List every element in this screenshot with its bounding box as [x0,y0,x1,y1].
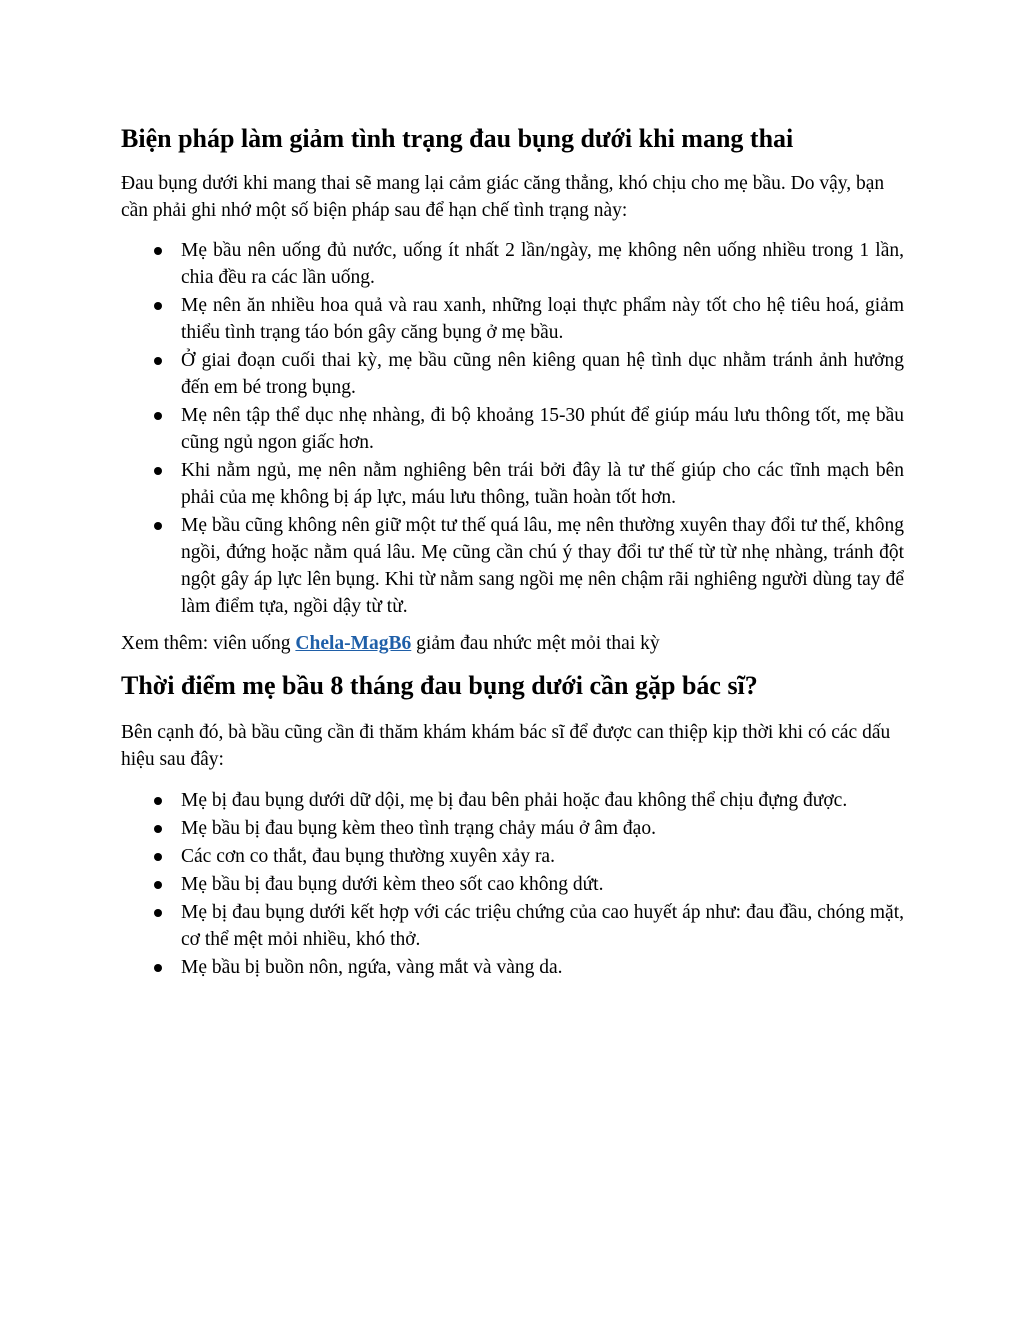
bullet-icon [154,247,162,255]
see-also-suffix: giảm đau nhức mệt mỏi thai kỳ [411,633,660,654]
warning-signs-list [121,787,904,981]
bullet-icon [154,825,162,833]
list-item [121,899,904,953]
bullet-icon [154,909,162,917]
chela-magb6-link[interactable]: Chela-MagB6 [295,633,412,654]
list-item [121,402,904,456]
section-heading-remedies: Biện pháp làm giảm tình trạng đau bụng dưới khi mang thai [121,124,794,153]
list-item-text: Mẹ nên tập thể dục nhẹ nhàng, đi bộ khoảng 15-30 phút để giúp máu lưu thông tốt, mẹ bầu cũng ngủ ngon giấc hơn. [181,405,904,453]
list-item-text: Các cơn co thắt, đau bụng thường xuyên xảy ra. [181,846,555,867]
list-item-text: Mẹ bầu nên uống đủ nước, uống ít nhất 2 lần/ngày, mẹ không nên uống nhiều trong 1 lần, chia đều ra các lần uống. [181,240,904,288]
list-item [121,512,904,620]
list-item [121,347,904,401]
section-intro-see-doctor: Bên cạnh đó, bà bầu cũng cần đi thăm khám khám bác sĩ để được can thiệp kịp thời khi có các dấu hiệu sau đây: [121,722,891,770]
bullet-icon [154,467,162,475]
bullet-icon [154,964,162,972]
see-also-line [121,630,904,657]
list-item-text: Mẹ bầu bị đau bụng dưới kèm theo sốt cao không dứt. [181,874,604,895]
bullet-icon [154,853,162,861]
section-heading-see-doctor: Thời điểm mẹ bầu 8 tháng đau bụng dưới cần gặp bác sĩ? [121,671,758,700]
list-item [121,954,904,981]
bullet-icon [154,357,162,365]
bullet-icon [154,797,162,805]
bullet-icon [154,522,162,530]
list-item-text: Mẹ nên ăn nhiều hoa quả và rau xanh, những loại thực phẩm này tốt cho hệ tiêu hoá, giảm thiểu tình trạng táo bón gây căng bụng ở mẹ bầu. [181,295,904,343]
list-item [121,237,904,291]
list-item-text: Khi nằm ngủ, mẹ nên nằm nghiêng bên trái bởi đây là tư thế giúp cho các tĩnh mạch bên phải của mẹ không bị áp lực, máu lưu thông, tuần hoàn tốt hơn. [181,460,904,508]
list-item-text: Mẹ bị đau bụng dưới kết hợp với các triệu chứng của cao huyết áp như: đau đầu, chóng mặt, cơ thể mệt mỏi nhiều, khó thở. [181,902,904,950]
list-item-text: Mẹ bầu bị buồn nôn, ngứa, vàng mắt và vàng da. [181,957,563,978]
list-item [121,787,904,814]
bullet-icon [154,412,162,420]
list-item-text: Ở giai đoạn cuối thai kỳ, mẹ bầu cũng nên kiêng quan hệ tình dục nhằm tránh ảnh hưởng đến em bé trong bụng. [181,350,904,398]
list-item [121,871,904,898]
bullet-icon [154,881,162,889]
list-item [121,292,904,346]
section-intro-remedies: Đau bụng dưới khi mang thai sẽ mang lại cảm giác căng thẳng, khó chịu cho mẹ bầu. Do vậy, bạn cần phải ghi nhớ một số biện pháp sau để hạn chế tình trạng này: [121,173,885,221]
remedies-list [121,237,904,620]
bullet-icon [154,302,162,310]
list-item [121,843,904,870]
list-item-text: Mẹ bầu cũng không nên giữ một tư thế quá lâu, mẹ nên thường xuyên thay đổi tư thế, không ngồi, đứng hoặc nằm quá lâu. Mẹ cũng cần chú ý thay đổi tư thế từ từ nhẹ nhàng, tránh đột ngột gây áp lực lên bụng. Khi từ nằm sang ngồi mẹ nên chậm rãi nghiêng người dùng tay để làm điểm tựa, ngồi dậy từ từ. [181,515,904,617]
see-also-prefix: Xem thêm: viên uống [121,633,296,654]
list-item-text: Mẹ bị đau bụng dưới dữ dội, mẹ bị đau bên phải hoặc đau không thể chịu đựng được. [181,790,848,811]
list-item [121,457,904,511]
document-page [121,118,904,982]
list-item-text: Mẹ bầu bị đau bụng kèm theo tình trạng chảy máu ở âm đạo. [181,818,656,839]
list-item [121,815,904,842]
